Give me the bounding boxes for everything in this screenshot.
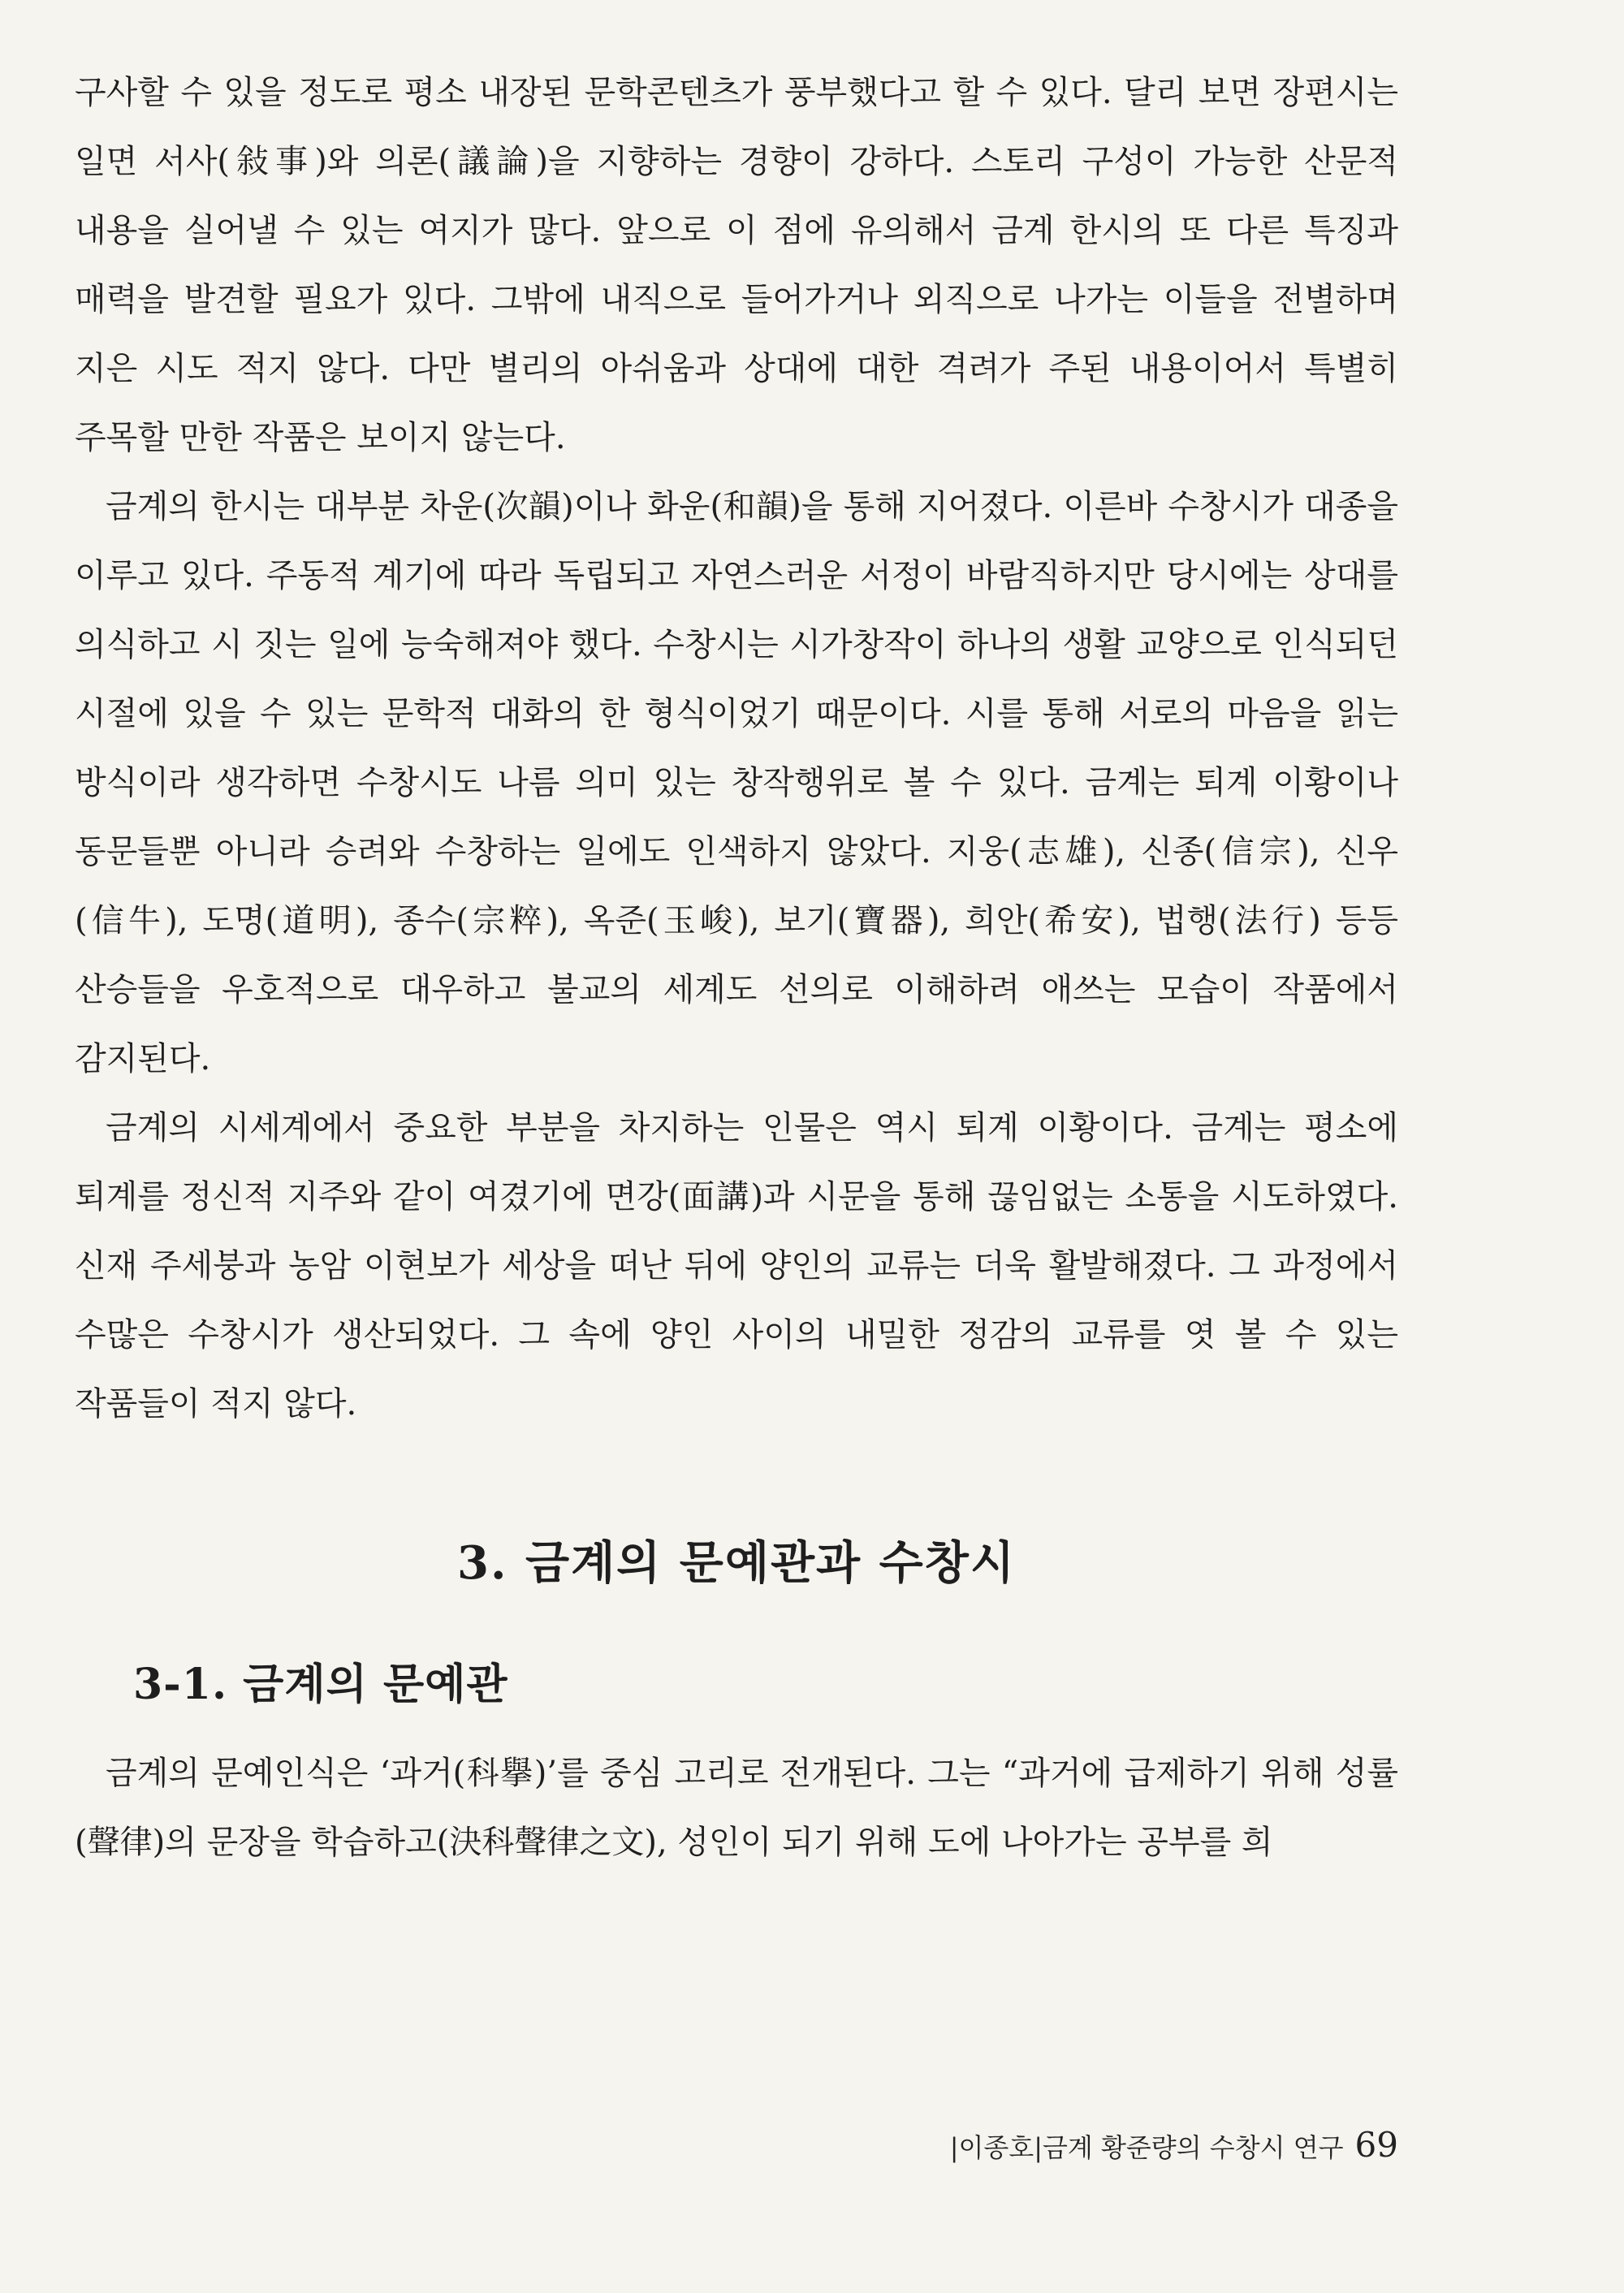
subsection-title: 3-1. 금계의 문예관 — [133, 1660, 508, 1709]
body-paragraph-3: 금계의 시세계에서 중요한 부분을 차지하는 인물은 역시 퇴계 이황이다. 금계는 평소에 퇴계를 정신적 지주와 같이 여겼기에 면강(面講)과 시문을 통해 끊임없는 소통을 시도하였다. 신재 주세붕과 농암 이현보가 세상을 떠난 뒤에 양인의 교류는 더욱 활발해졌다. 그 과정에서 수많은 수창시가 생산되었다. 그 속에 양인 사이의 내밀한 정감의 교류를 엿 볼 수 있는 작품들이 적지 않다. — [75, 1109, 1398, 1423]
running-header: |이종호|금계 황준량의 수창시 연구 — [949, 2132, 1344, 2163]
section-title: 3. 금계의 문예관과 수창시 — [457, 1536, 1016, 1590]
page-footer — [950, 2121, 1398, 2172]
body-paragraph-4: 금계의 문예인식은 ‘과거(科擧)’를 중심 고리로 전개된다. 그는 “과거에 급제하기 위해 성률(聲律)의 문장을 학습하고(決科聲律之文), 성인이 되기 위해 도에 나아가는 공부를 희 — [75, 1755, 1398, 1861]
body-paragraph-1: 구사할 수 있을 정도로 평소 내장된 문학콘텐츠가 풍부했다고 할 수 있다. 달리 보면 장편시는 일면 서사(敍事)와 의론(議論)을 지향하는 경향이 강하다. 스토리 구성이 가능한 산문적 내용을 실어낼 수 있는 여지가 많다. 앞으로 이 점에 유의해서 금계 한시의 또 다른 특징과 매력을 발견할 필요가 있다. 그밖에 내직으로 들어가거나 외직으로 나가는 이들을 전별하며 지은 시도 적지 않다. 다만 별리의 아쉬움과 상대에 대한 격려가 주된 내용이어서 특별히 주목할 만한 작품은 보이지 않는다. — [75, 74, 1398, 456]
page-body — [75, 58, 1398, 1877]
page-number: 69 — [1354, 2125, 1398, 2165]
body-paragraph-2: 금계의 한시는 대부분 차운(次韻)이나 화운(和韻)을 통해 지어졌다. 이른바 수창시가 대종을 이루고 있다. 주동적 계기에 따라 독립되고 자연스러운 서정이 바람직하지만 당시에는 상대를 의식하고 시 짓는 일에 능숙해져야 했다. 수창시는 시가창작이 하나의 생활 교양으로 인식되던 시절에 있을 수 있는 문학적 대화의 한 형식이었기 때문이다. 시를 통해 서로의 마음을 읽는 방식이라 생각하면 수창시도 나름 의미 있는 창작행위로 볼 수 있다. 금계는 퇴계 이황이나 동문들뿐 아니라 승려와 수창하는 일에도 인색하지 않았다. 지웅(志雄), 신종(信宗), 신우(信牛), 도명(道明), 종수(宗粹), 옥준(玉峻), 보기(寶器), 희안(希安), 법행(法行) 등등 산승들을 우호적으로 대우하고 불교의 세계도 선의로 이해하려 애쓰는 모습이 작품에서 감지된다. — [75, 488, 1398, 1077]
